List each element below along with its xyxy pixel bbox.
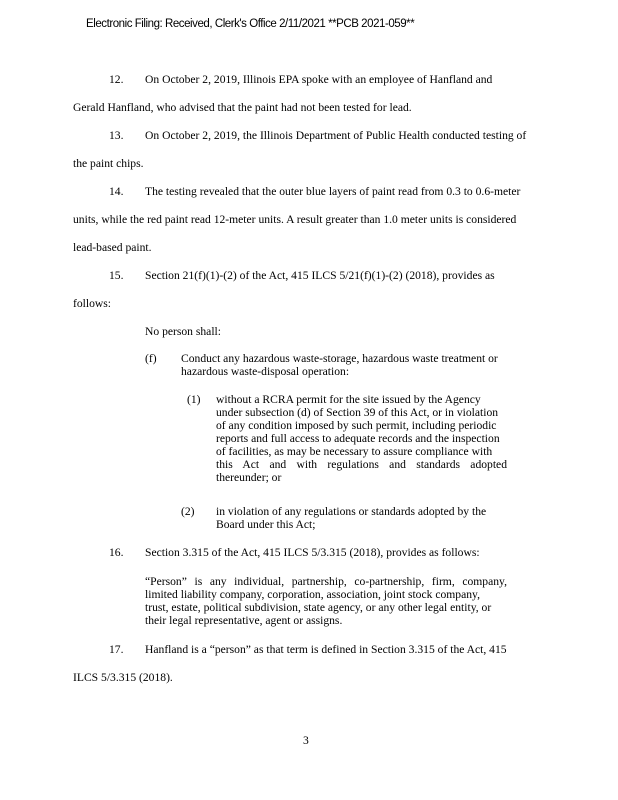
paragraph-16-line-1: Section 3.315 of the Act, 415 ILCS 5/3.315 (2018), provides as follows: — [145, 546, 480, 559]
paragraph-number-17: 17. — [109, 643, 124, 656]
item-1-line: under subsection (d) of Section 39 of this Act, or in violation — [216, 406, 499, 419]
paragraph-17-line-1: Hanfland is a “person” as that term is defined in Section 3.315 of the Act, 415 — [145, 643, 507, 656]
paragraph-number-16: 16. — [109, 546, 124, 559]
paragraph-13-line-1: On October 2, 2019, the Illinois Department of Public Health conducted testing of — [145, 129, 527, 142]
person-definition-line: trust, estate, political subdivision, state agency, or any other legal entity, or — [145, 601, 492, 614]
person-definition-line: “Person” is any individual, partnership, co-partnership, firm, company, — [145, 575, 507, 588]
person-definition-line: their legal representative, agent or assigns. — [145, 614, 343, 627]
item-1-line: reports and full access to adequate records and the inspection — [216, 432, 500, 445]
paragraph-14-line-1: The testing revealed that the outer blue layers of paint read from 0.3 to 0.6-meter — [145, 185, 521, 198]
subsection-f-label: (f) — [145, 352, 157, 365]
subsection-f-line-2: hazardous waste-disposal operation: — [181, 365, 350, 378]
paragraph-15-line-1: Section 21(f)(1)-(2) of the Act, 415 ILCS 5/21(f)(1)-(2) (2018), provides as — [145, 269, 495, 282]
item-1-line: of any condition imposed by such permit, including periodic — [216, 419, 497, 432]
item-1-line: thereunder; or — [216, 471, 282, 484]
paragraph-14-line-2: units, while the red paint read 12-meter units. A result greater than 1.0 meter units is considered — [73, 213, 517, 226]
item-2-line: in violation of any regulations or standards adopted by the — [216, 505, 487, 518]
item-1-label: (1) — [187, 393, 201, 406]
paragraph-17-line-2: ILCS 5/3.315 (2018). — [73, 671, 173, 684]
item-2-line: Board under this Act; — [216, 518, 316, 531]
item-2-label: (2) — [181, 505, 195, 518]
person-definition-line: limited liability company, corporation, association, joint stock company, — [145, 588, 480, 601]
paragraph-number-14: 14. — [109, 185, 124, 198]
paragraph-12-line-1: On October 2, 2019, Illinois EPA spoke with an employee of Hanfland and — [145, 73, 493, 86]
quote-intro: No person shall: — [145, 325, 221, 338]
subsection-f-line-1: Conduct any hazardous waste-storage, hazardous waste treatment or — [181, 352, 498, 365]
paragraph-12-line-2: Gerald Hanfland, who advised that the paint had not been tested for lead. — [73, 101, 412, 114]
paragraph-13-line-2: the paint chips. — [73, 157, 144, 170]
paragraph-number-12: 12. — [109, 73, 124, 86]
item-1-line: without a RCRA permit for the site issued by the Agency — [216, 393, 481, 406]
page-number: 3 — [303, 734, 309, 747]
item-1-line: of facilities, as may be necessary to assure compliance with — [216, 445, 493, 458]
paragraph-number-13: 13. — [109, 129, 124, 142]
paragraph-15-line-2: follows: — [73, 297, 112, 310]
item-1-line: this Act and with regulations and standards adopted — [216, 458, 507, 471]
paragraph-number-15: 15. — [109, 269, 124, 282]
paragraph-14-line-3: lead-based paint. — [73, 241, 152, 254]
filing-header: Electronic Filing: Received, Clerk's Office 2/11/2021 **PCB 2021-059** — [86, 18, 415, 30]
